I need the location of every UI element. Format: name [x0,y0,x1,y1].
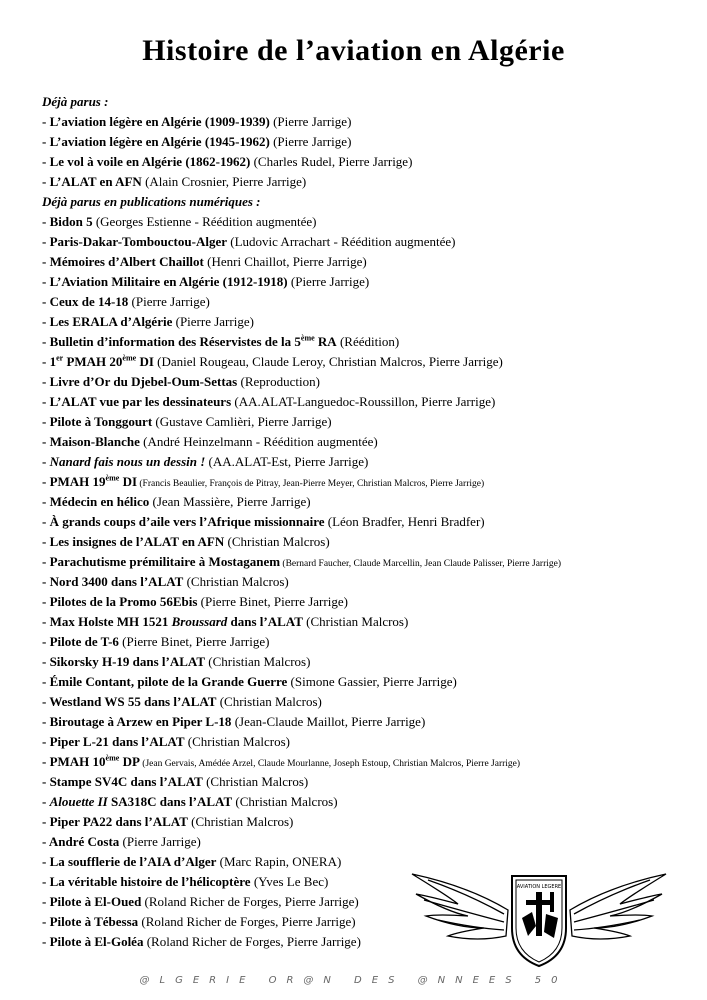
book-authors: (Simone Gassier, Pierre Jarrige) [287,674,457,689]
book-title [42,694,216,709]
book-authors: (Roland Richer de Forges, Pierre Jarrige) [143,934,361,949]
book-authors: (Roland Richer de Forges, Pierre Jarrige) [138,914,356,929]
book-title [42,934,143,949]
book-authors: (Christian Malcros) [216,694,322,709]
book-title-text: - Pilotes de la Promo 56Ebis [42,594,198,609]
book-authors: (Henri Chaillot, Pierre Jarrige) [203,254,367,269]
list-item [42,572,561,592]
book-title [42,314,172,329]
book-title [42,594,197,609]
book-title-text: - À grands coups d’aile vers l’Afrique missionnaire [42,514,325,529]
book-title-text: dans l’ALAT [227,614,303,629]
book-authors: (Christian Malcros) [202,774,309,789]
book-title [42,334,337,349]
book-title [42,254,204,269]
book-title-text: - Bidon 5 [42,214,93,229]
book-title-text: - Nord 3400 dans l’ALAT [42,574,184,589]
page-title: Histoire de l’aviation en Algérie [142,34,565,67]
list-item [42,832,561,852]
book-authors: (Francis Beaulier, François de Pitray, Jean-Pierre Meyer, Christian Malcros, Pierre Jarrige) [137,479,485,489]
book-title-text: - Pilote à Tonggourt [42,414,153,429]
book-authors: (Gustave Camlièri, Pierre Jarrige) [152,414,332,429]
list-item [42,612,561,632]
book-authors: (Jean Gervais, Amédée Arzel, Claude Mourlanne, Joseph Estoup, Christian Malcros, Pierre Jarrige) [139,759,521,769]
book-authors: (Roland Richer de Forges, Pierre Jarrige) [141,894,359,909]
list-item [42,332,561,352]
book-title [42,714,231,729]
book-title-text: - La véritable histoire de l’hélicoptère [42,874,251,889]
section-heading-deja-parus: Déjà parus : [42,94,109,109]
book-title-text: - Westland WS 55 dans l’ALAT [42,694,217,709]
list-item [42,492,561,512]
list-item [42,112,561,132]
book-title [42,614,303,629]
list-item [42,592,561,612]
book-title-text: - PMAH 10 [42,754,106,769]
book-title [42,914,138,929]
book-title [42,774,203,789]
book-title-text: - L’ALAT vue par les dessinateurs [42,394,232,409]
book-title-text: DP [119,754,140,769]
list-item [42,292,561,312]
book-title-text: - Sikorsky H-19 dans l’ALAT [42,654,206,669]
insignia-text: AVIATION LEGERE [516,884,562,890]
book-authors: (Pierre Jarrige) [287,274,370,289]
book-title-text: DI [119,474,138,489]
list-item [42,652,561,672]
book-title [42,534,224,549]
book-title-text: - André Costa [42,834,120,849]
book-title [42,134,270,149]
book-title-text: DI [136,354,154,369]
book-title-text: - Ceux de 14-18 [42,294,129,309]
book-title-text: - Pilote de T-6 [42,634,119,649]
book-authors: (Charles Rudel, Pierre Jarrige) [250,154,413,169]
list-item [42,552,561,572]
book-title-text: - Biroutage à Arzew en Piper L-18 [42,714,232,729]
list-item [42,392,561,412]
list-item [42,752,561,772]
book-title [42,834,119,849]
book-title-text: - Parachutisme prémilitaire à Mostaganem [42,554,281,569]
list-item [42,352,561,372]
book-authors: (Christian Malcros) [302,614,409,629]
section-heading-numeriques: Déjà parus en publications numériques : [42,194,261,209]
book-title-text: - Bulletin d’information des Réservistes de la 5 [42,334,301,349]
book-title [42,634,119,649]
book-title-text: - Maison-Blanche [42,434,140,449]
book-title [42,374,237,389]
book-title [42,294,128,309]
list-item [42,312,561,332]
list-item [42,732,561,752]
book-title [42,474,137,489]
book-title-text: - Paris-Dakar-Tombouctou-Alger [42,234,227,249]
numeriques-list [42,212,561,952]
book-title-text: - Max Holste MH 1521 [42,614,172,629]
book-title-text: PMAH 20 [63,354,123,369]
book-title [42,514,325,529]
superscript: ème [122,353,137,363]
book-title-text: - Livre d’Or du Djebel-Oum-Settas [42,374,238,389]
book-title [42,454,205,469]
list-item [42,172,561,192]
list-item [42,432,561,452]
book-title [42,494,149,509]
book-title-text: - [42,454,50,469]
book-authors: (Léon Bradfer, Henri Bradfer) [324,514,485,529]
book-authors: (Pierre Jarrige) [269,134,352,149]
book-authors: (Christian Malcros) [183,574,289,589]
book-title-text: - Émile Contant, pilote de la Grande Guerre [42,674,288,689]
book-title-text: - Les insignes de l’ALAT en AFN [42,534,225,549]
book-title-text: SA318C dans l’ALAT [107,794,233,809]
book-title [42,154,250,169]
list-item [42,212,561,232]
list-item [42,232,561,252]
list-item [42,692,561,712]
book-title-text: RA [314,334,337,349]
list-item [42,472,561,492]
list-item [42,252,561,272]
book-authors: (Alain Crosnier, Pierre Jarrige) [141,174,307,189]
book-title-text: - Piper L-21 dans l’ALAT [42,734,185,749]
list-item [42,532,561,552]
deja-parus-list [42,112,561,192]
book-title-text: - Mémoires d’Albert Chaillot [42,254,204,269]
book-authors: (André Heinzelmann - Réédition augmentée) [139,434,378,449]
list-item [42,772,561,792]
book-title [42,794,232,809]
book-title [42,394,231,409]
list-item [42,152,561,172]
book-authors: (Georges Estienne - Réédition augmentée) [92,214,317,229]
footer: @LGERIE OR@N DES @NNEES 50 [139,975,568,986]
book-authors: (Christian Malcros) [224,534,330,549]
list-item [42,132,561,152]
book-title-text: - L’Aviation Militaire en Algérie (1912-1918) [42,274,288,289]
list-item [42,812,561,832]
book-authors: (Christian Malcros) [184,734,290,749]
book-title-text: - 1 [42,354,57,369]
book-title-text: - [42,794,50,809]
book-title [42,674,287,689]
book-title-text: - Pilote à Tébessa [42,914,139,929]
book-title [42,654,205,669]
book-authors: (Yves Le Bec) [250,874,329,889]
list-item [42,512,561,532]
book-authors: (Pierre Jarrige) [172,314,254,329]
book-authors: (AA.ALAT-Languedoc-Roussillon, Pierre Jarrige) [231,394,496,409]
list-item [42,412,561,432]
list-item [42,712,561,732]
list-item [42,632,561,652]
book-title-text: - Piper PA22 dans l’ALAT [42,814,188,829]
book-title [42,174,142,189]
book-authors: (Christian Malcros) [187,814,294,829]
book-authors: (Marc Rapin, ONERA) [216,854,342,869]
book-authors: (Pierre Jarrige) [128,294,210,309]
book-authors: (Jean Massière, Pierre Jarrige) [149,494,311,509]
book-authors: (Pierre Jarrige) [269,114,352,129]
book-authors: (AA.ALAT-Est, Pierre Jarrige) [205,454,369,469]
book-title-text: - Pilote à El-Oued [42,894,142,909]
list-item [42,272,561,292]
book-title-text: - L’aviation légère en Algérie (1945-1962) [42,134,270,149]
book-title [42,554,280,569]
list-item [42,672,561,692]
book-title-text: - Le vol à voile en Algérie (1862-1962) [42,154,251,169]
book-title-text: - L’aviation légère en Algérie (1909-1939) [42,114,270,129]
alat-winged-insignia-icon [408,866,670,970]
book-title-text: - PMAH 19 [42,474,106,489]
book-authors: (Bernard Faucher, Claude Marcellin, Jean Claude Palisser, Pierre Jarrige) [280,559,562,569]
list-item [42,452,561,472]
book-title-text: - La soufflerie de l’AIA d’Alger [42,854,217,869]
book-authors: (Jean-Claude Maillot, Pierre Jarrige) [231,714,426,729]
book-title [42,574,183,589]
book-title [42,414,152,429]
book-title-text: - Les ERALA d’Algérie [42,314,173,329]
book-authors: (Reproduction) [237,374,320,389]
book-authors: (Pierre Jarrige) [119,834,201,849]
book-title [42,894,141,909]
list-item [42,792,561,812]
book-title [42,114,270,129]
book-title-italic: Broussard [171,614,228,629]
book-authors: (Réédition) [336,334,400,349]
book-title [42,854,216,869]
book-title-text: - Pilote à El-Goléa [42,934,144,949]
superscript: ème [300,333,315,343]
book-authors: (Christian Malcros) [232,794,338,809]
book-authors: (Christian Malcros) [205,654,311,669]
book-authors: (Pierre Binet, Pierre Jarrige) [197,594,348,609]
book-authors: (Ludovic Arrachart - Réédition augmentée) [227,234,456,249]
superscript: er [56,353,64,363]
book-title [42,234,227,249]
book-title [42,874,251,889]
book-title [42,734,185,749]
book-title [42,754,140,769]
book-title-text: - L’ALAT en AFN [42,174,142,189]
book-title-italic: Alouette II [49,794,108,809]
book-authors: (Daniel Rougeau, Claude Leroy, Christian Malcros, Pierre Jarrige) [153,354,503,369]
superscript: ème [105,473,120,483]
book-title-text: - Stampe SV4C dans l’ALAT [42,774,203,789]
book-title [42,814,188,829]
book-title [42,434,140,449]
book-authors: (Pierre Binet, Pierre Jarrige) [118,634,270,649]
book-title-italic: Nanard fais nous un dessin ! [49,454,206,469]
book-list [42,92,561,952]
superscript: ème [105,753,120,763]
book-title-text: - Médecin en hélico [42,494,150,509]
book-title [42,354,154,369]
list-item [42,372,561,392]
book-title [42,274,288,289]
book-title [42,214,93,229]
